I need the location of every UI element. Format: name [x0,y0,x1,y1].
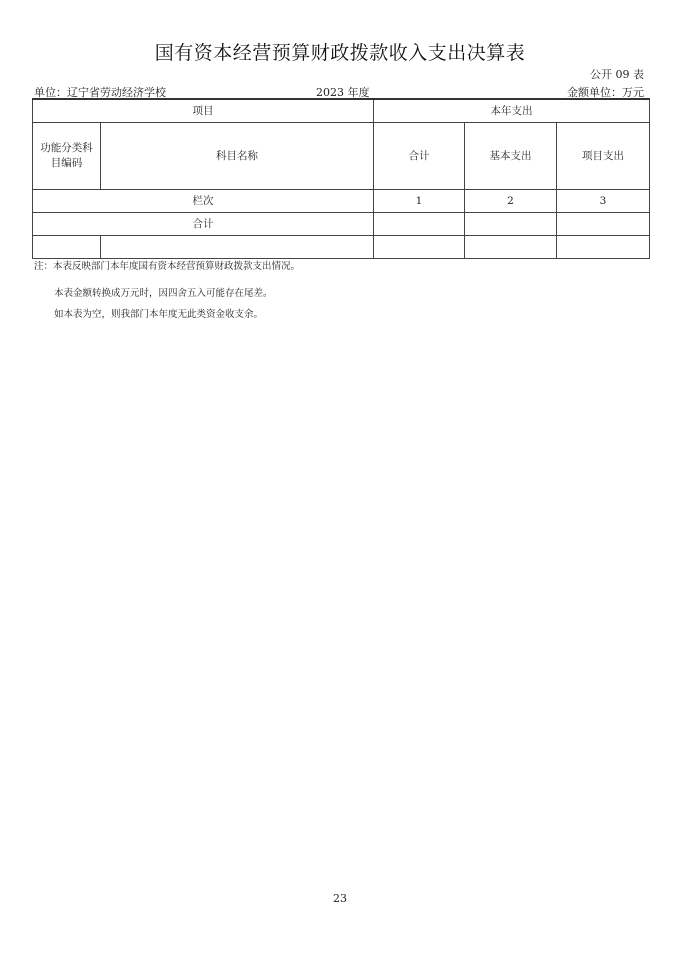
report-title: 国有资本经营预算财政拨款收入支出决算表 [154,42,526,64]
subheader-total: 合计 [374,123,465,190]
empty-code [33,236,101,259]
subheader-row [33,123,650,190]
total-col-1 [374,213,465,236]
total-label: 合计 [33,213,374,236]
subheader-project: 项目支出 [557,123,650,190]
index-col-3: 3 [557,190,650,213]
total-row [33,213,650,236]
header-project: 项目 [33,99,374,123]
subheader-func-code: 功能分类科目编码 [33,123,101,190]
note-line: 本表金额转换成万元时，因四舍五入可能存在尾差。 [54,288,273,299]
note-line: 注：本表反映部门本年度国有资本经营预算财政拨款支出情况。 [34,261,301,272]
header-current-year: 本年支出 [374,99,650,123]
total-col-3 [557,213,650,236]
budget-table [32,98,650,259]
subheader-subject-name: 科目名称 [101,123,374,190]
reporting-unit: 单位：辽宁省劳动经济学校 [34,86,166,99]
index-row [33,190,650,213]
total-col-2 [465,213,557,236]
fiscal-year: 2023 年度 [316,86,370,99]
empty-col-1 [374,236,465,259]
index-col-1: 1 [374,190,465,213]
empty-name [101,236,374,259]
empty-col-3 [557,236,650,259]
empty-row [33,236,650,259]
money-unit: 金额单位：万元 [567,86,644,99]
note-line: 如本表为空，则我部门本年度无此类资金收支余。 [54,309,264,320]
subheader-basic: 基本支出 [465,123,557,190]
index-col-2: 2 [465,190,557,213]
index-label: 栏次 [33,190,374,213]
header-row [33,99,650,123]
table-number: 公开 09 表 [590,68,644,81]
page-number: 23 [333,892,347,905]
empty-col-2 [465,236,557,259]
